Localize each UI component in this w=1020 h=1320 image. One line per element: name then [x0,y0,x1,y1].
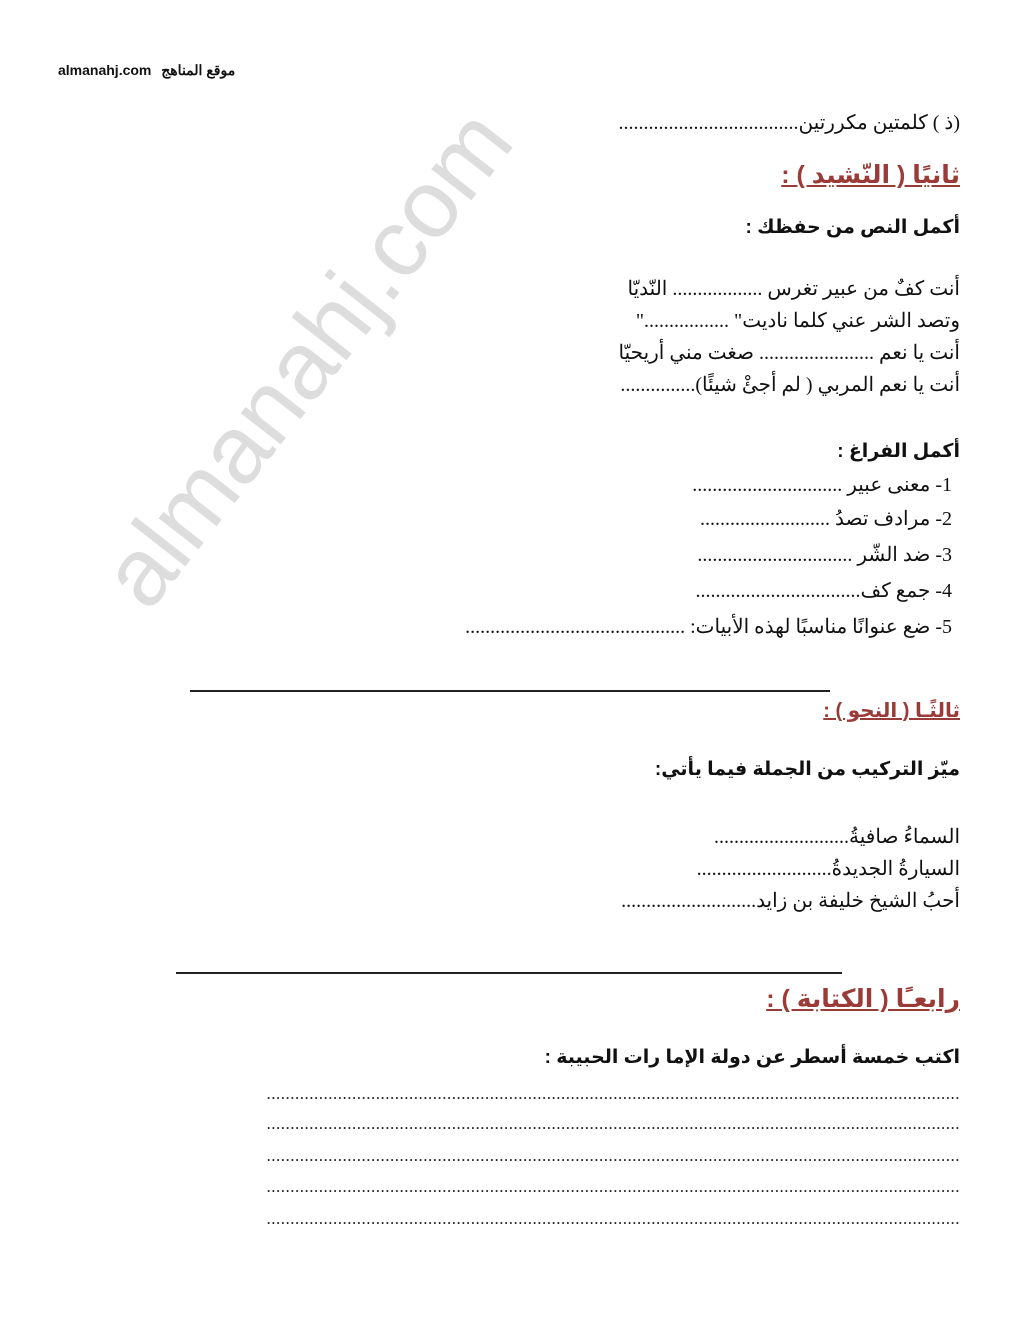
section-3-instruction: ميّز التركيب من الجملة فيما يأتي: [654,759,960,780]
fill-item: 5- ضع عنوانًا مناسبًا لهذه الأبيات: ............................................ [465,616,952,638]
writing-line: .................................................................................................................................................. [266,1084,960,1103]
section-4-instruction: اكتب خمسة أسطر عن دولة الإما رات الحبيبة : [544,1047,960,1068]
fill-item: 2- مرادف تصدُ .......................... [699,508,952,530]
divider [190,690,830,692]
syntax-item: أحبُ الشيخ خليفة بن زايد........................... [621,890,960,912]
section-2-title: ثانيًا ( النّشيد ) : [781,161,960,189]
verse-line: أنت كفٌ من عبير تغرس .................. النّديّا [627,278,960,300]
syntax-item: السيارةُ الجديدةُ........................... [696,858,960,880]
writing-line: .................................................................................................................................................. [266,1146,960,1165]
divider [176,972,842,974]
fill-item: 3- ضد الشّر ............................... [697,544,952,566]
page-header [58,62,235,79]
verse-line: أنت يا نعم ....................... صغت مني أريحيّا [618,342,960,364]
writing-line: .................................................................................................................................................. [266,1177,960,1196]
verse-line: وتصد الشر عني كلما ناديت" ................." [635,310,960,332]
fill-item: 4- جمع كف................................. [695,580,952,602]
fill-item: 1- معنى عبير .............................. [692,474,952,496]
site-url: almanahj.com [58,62,152,78]
fill-title: أكمل الفراغ : [837,441,960,462]
writing-line: .................................................................................................................................................. [266,1209,960,1228]
verse-line: أنت يا نعم المربي ( لم أجئْ شيئًا)............... [620,374,960,396]
watermark: almanahj.com [80,89,534,627]
site-name: موقع المناهج [161,62,236,78]
item-dha: (ذ ) كلمتين مكررتين.................................... [618,112,960,134]
section-2-instruction: أكمل النص من حفظك : [745,217,960,238]
writing-line: .................................................................................................................................................. [266,1114,960,1133]
section-4-title: رابعـًا ( الكتابة ) : [766,985,960,1013]
section-3-title: ثالثًـا ( النحو ) : [823,700,960,722]
syntax-item: السماءُ صافيةُ........................... [714,826,960,848]
